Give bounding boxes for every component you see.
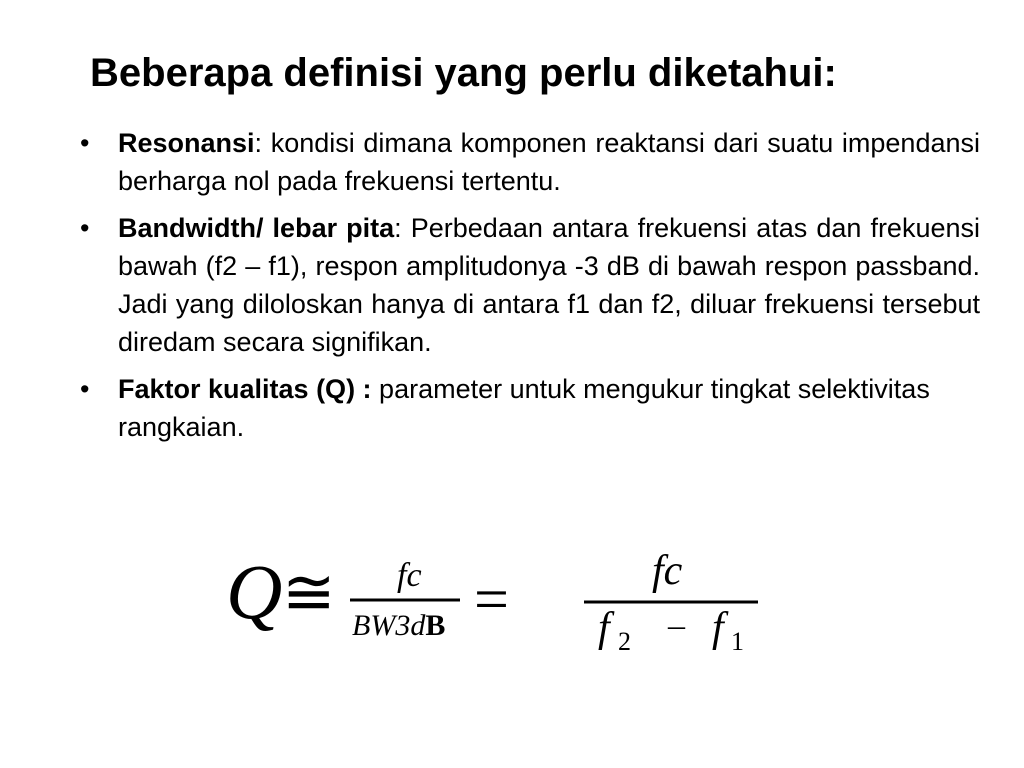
bullet-text: kondisi dimana komponen reaktansi dari suatu impendansi berharga nol pada frekuensi tertentu.: [118, 128, 980, 196]
formula-frac2-minus: –: [668, 607, 685, 644]
formula-frac1-denominator-upright: B: [425, 609, 446, 642]
formula-frac1-numerator: fc: [397, 557, 422, 594]
bullet-item-resonansi: [78, 124, 980, 200]
bullet-separator: :: [394, 213, 402, 243]
formula-frac2-f2-subscript: 2: [618, 627, 631, 656]
formula-frac2-numerator: fc: [652, 548, 683, 594]
formula-frac1-denominator-italic: BW3d: [352, 609, 426, 642]
bullet-term: Faktor kualitas (Q) :: [118, 374, 372, 404]
bullet-dot-icon: •: [80, 213, 90, 243]
formula-approx-symbol: ≅: [282, 557, 336, 628]
formula-equals-symbol: =: [474, 566, 509, 634]
bullet-separator: :: [254, 128, 263, 158]
bullet-item-faktor-kualitas: [78, 370, 980, 446]
bullet-item-bandwidth: [78, 209, 980, 361]
formula-frac2-f2: f: [598, 605, 610, 651]
bullet-text: parameter untuk mengukur tingkat selektivitas rangkaian.: [118, 374, 930, 442]
q-factor-formula: [222, 538, 782, 668]
bullet-term: Resonansi: [118, 128, 255, 158]
formula-frac1-denominator: [352, 609, 445, 642]
formula-frac2-f1-subscript: 1: [731, 627, 744, 656]
formula-frac2-f1: f: [712, 605, 724, 651]
bullet-term: Bandwidth/ lebar pita: [118, 213, 395, 243]
bullet-list: [78, 124, 980, 455]
bullet-dot-icon: •: [80, 128, 90, 158]
slide-title: Beberapa definisi yang perlu diketahui:: [90, 51, 837, 95]
formula-q-symbol: Q: [226, 548, 283, 635]
bullet-text: Perbedaan antara frekuensi atas dan frekuensi bawah (f2 – f1), respon amplitudonya -3 dB di bawah respon passband. Jadi yang diloloskan hanya di antara f1 dan f2, diluar frekuensi tersebut diredam secara signifikan.: [118, 213, 980, 357]
bullet-dot-icon: •: [80, 374, 90, 404]
